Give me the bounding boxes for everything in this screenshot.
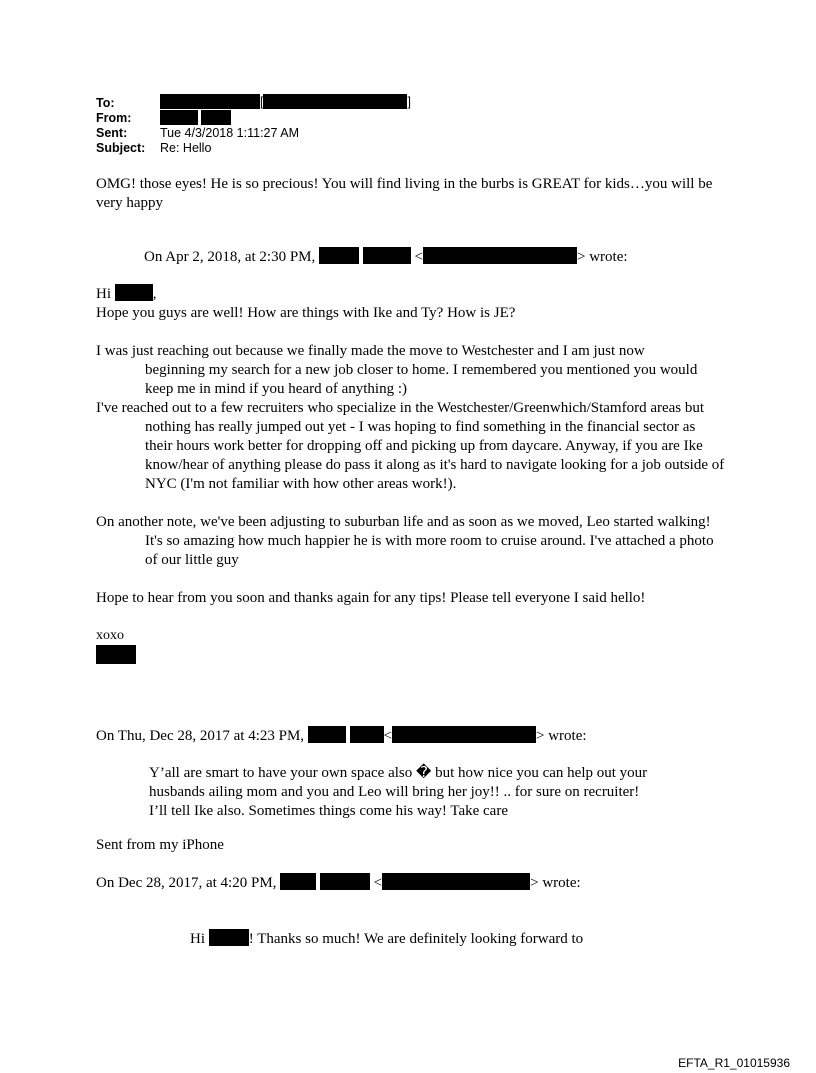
quote2-signature: Sent from my iPhone — [96, 837, 224, 853]
redaction-box — [319, 247, 359, 264]
redaction-box — [263, 94, 407, 109]
subject-value: Re: Hello — [160, 141, 212, 155]
quote1-greeting-text: Hi — [96, 286, 111, 302]
quote1-signoff: xoxo — [96, 628, 124, 643]
quote3-text: ! Thanks so much! We are definitely looking forward to — [248, 931, 584, 947]
quote2-attribution — [96, 726, 587, 746]
quote2-attribution-prefix: On Thu, Dec 28, 2017 at 4:23 PM, — [96, 728, 305, 744]
quote1-para2: I was just reaching out because we finally made the move to Westchester and I am just now beginning my search for a new job closer to home. I remembered you mentioned you would keep me in mind if you heard of anything :) — [96, 343, 698, 397]
redaction-box — [308, 726, 346, 743]
quote2-lt: < — [383, 728, 393, 744]
quote2-attribution-suffix: > wrote: — [536, 728, 587, 744]
quote3-attribution-suffix: > wrote: — [530, 875, 581, 891]
redaction-box — [423, 247, 577, 264]
quote1-greeting-comma: , — [152, 286, 157, 302]
redaction-box — [160, 110, 198, 125]
sent-value: Tue 4/3/2018 1:11:27 AM — [160, 126, 299, 140]
from-label: From: — [96, 111, 132, 125]
redaction-box — [280, 873, 316, 890]
quote1-para5: Hope to hear from you soon and thanks again for any tips! Please tell everyone I said hello! — [96, 590, 646, 606]
quote2-text: Y’all are smart to have your own space also � but how nice you can help out your husbands ailing mom and you and Leo will bring her joy!! .. for sure on recruiter! I’ll tell Ike also. Sometimes things come his way! Take care — [149, 765, 648, 819]
quote3-body — [190, 929, 583, 949]
from-value — [160, 110, 231, 126]
redaction-box — [392, 726, 536, 743]
to-bracket-open: [ — [260, 95, 264, 109]
signature-redaction — [96, 645, 736, 667]
quote1-attribution — [144, 247, 628, 267]
quote1-attribution-suffix: > wrote: — [576, 249, 628, 265]
quote3-greeting: Hi — [190, 931, 205, 947]
reply-text: OMG! those eyes! He is so precious! You will find living in the burbs is GREAT for kids…you will be very happy — [96, 176, 713, 211]
redaction-box — [350, 726, 384, 743]
reply-body — [96, 175, 721, 213]
redaction-box — [320, 873, 370, 890]
quote1-para1: Hope you guys are well! How are things with Ike and Ty? How is JE? — [96, 305, 516, 321]
to-label: To: — [96, 96, 115, 110]
redaction-box — [382, 873, 530, 890]
sent-label: Sent: — [96, 126, 128, 140]
email-header — [0, 96, 816, 160]
to-bracket-close: ] — [407, 95, 411, 109]
quote1-attribution-prefix: On Apr 2, 2018, at 2:30 PM, — [144, 249, 316, 265]
redaction-box — [160, 94, 260, 109]
quote1-para3: I've reached out to a few recruiters who specialize in the Westchester/Greenwhich/Stamford areas but nothing has really jumped out yet - I was hoping to find something in the financial sector as their hours work better for dropping off and picking up from daycare. Anyway, if you are Ike know/hear of anything please do pass it along as it's hard to navigate looking for a job outside of NYC (I'm not familiar with how other areas work!). — [96, 400, 725, 492]
subject-label: Subject: — [96, 141, 146, 155]
quote3-attribution — [96, 873, 581, 893]
quote1-greeting — [96, 284, 736, 304]
quote3-lt: < — [373, 875, 383, 891]
redaction-box — [115, 284, 153, 301]
quote2-body — [149, 764, 659, 821]
redaction-box — [363, 247, 411, 264]
document-id: EFTA_R1_01015936 — [678, 1056, 790, 1070]
quote1-para4: On another note, we've been adjusting to suburban life and as soon as we moved, Leo started walking! It's so amazing how much happier he is with more room to cruise around. I've attached a photo of our little guy — [96, 514, 714, 568]
quote1-body — [96, 284, 736, 667]
quote3-attribution-prefix: On Dec 28, 2017, at 4:20 PM, — [96, 875, 277, 891]
quote1-lt: < — [414, 249, 423, 265]
redaction-box — [201, 110, 231, 125]
redaction-box — [209, 929, 249, 946]
redaction-box — [96, 645, 136, 664]
to-value — [160, 94, 411, 110]
